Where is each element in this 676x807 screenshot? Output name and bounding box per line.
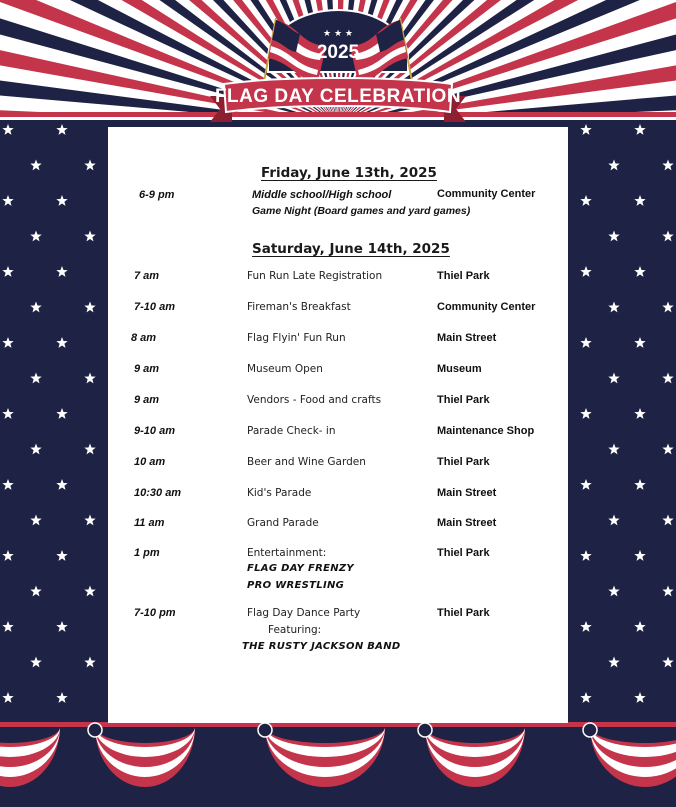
schedule-sheet [108,127,568,723]
event-time: 10 am [134,456,166,468]
event-name: Entertainment: [247,547,327,559]
event-time: 8 am [131,332,157,344]
event-location: Maintenance Shop [437,425,535,437]
svg-text:★ ★ ★: ★ ★ ★ [323,29,353,39]
friday-event-line1: Middle school/High school [252,189,392,201]
friday-heading: Friday, June 13th, 2025 [261,165,437,181]
friday-event-time: 6-9 pm [139,189,175,201]
event-time: 7-10 am [134,301,175,313]
event-time: 9 am [134,363,160,375]
event-location: Thiel Park [437,547,490,559]
event-location: Thiel Park [437,607,490,619]
event-time: 9-10 am [134,425,175,437]
event-name: Kid's Parade [247,487,312,499]
event-name: Fireman's Breakfast [247,301,351,313]
event-name: Grand Parade [247,517,319,529]
saturday-heading: Saturday, June 14th, 2025 [252,241,450,257]
banner-title: FLAG DAY CELEBRATION [214,86,462,107]
event-time: 10:30 am [134,487,182,499]
event-time: 11 am [134,517,165,529]
friday-event-line2: Game Night (Board games and yard games) [252,205,471,217]
event-subtitle: THE RUSTY JACKSON BAND [242,641,401,652]
event-location: Main Street [437,487,497,499]
event-subtitle: FLAG DAY FRENZY [247,563,354,574]
event-name: Parade Check- in [247,425,336,437]
event-time: 1 pm [134,547,160,559]
patriotic-bunting [0,722,676,807]
event-location: Main Street [437,517,497,529]
event-time: 7-10 pm [134,607,176,619]
event-location: Thiel Park [437,270,490,282]
event-location: Thiel Park [437,394,490,406]
friday-event-location: Community Center [437,188,536,200]
event-name: Museum Open [247,363,323,375]
event-name: Flag Flyin' Fun Run [247,332,346,344]
event-location: Main Street [437,332,497,344]
event-location: Community Center [437,301,536,313]
event-name: Vendors - Food and crafts [247,394,382,406]
event-subtitle: PRO WRESTLING [247,580,345,591]
event-location: Museum [437,363,482,375]
event-name: Fun Run Late Registration [247,270,383,282]
event-name: Flag Day Dance Party [247,607,361,619]
event-location: Thiel Park [437,456,490,468]
event-name: Beer and Wine Garden [247,456,366,468]
event-time: 7 am [134,270,160,282]
year-label: 2025 [316,42,360,63]
event-time: 9 am [134,394,160,406]
event-subtitle: Featuring: [268,624,322,636]
